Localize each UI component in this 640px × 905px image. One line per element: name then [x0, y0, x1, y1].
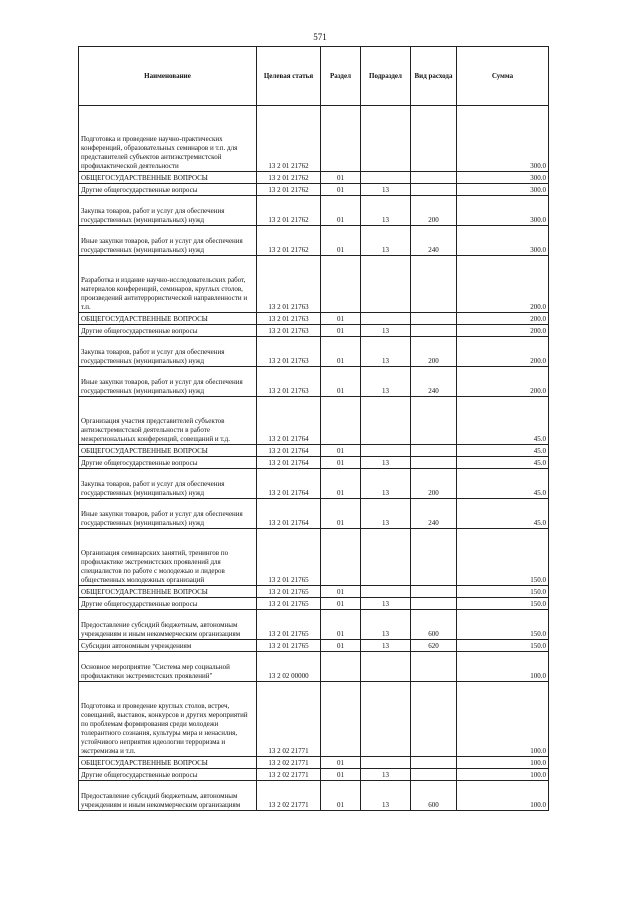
row-expense-type-cell	[411, 457, 457, 469]
row-subsection-cell	[361, 682, 411, 757]
table-row	[79, 313, 549, 325]
row-amount-cell: 150.0	[457, 610, 549, 640]
table-row	[79, 499, 549, 529]
row-name-cell: Закупка товаров, работ и услуг для обеспечения государственных (муниципальных) нужд	[79, 469, 257, 499]
row-expense-type-cell	[411, 586, 457, 598]
row-amount-cell: 150.0	[457, 598, 549, 610]
row-expense-type-cell: 240	[411, 499, 457, 529]
row-section-cell: 01	[321, 610, 361, 640]
table-row	[79, 757, 549, 769]
row-expense-type-cell	[411, 397, 457, 445]
row-subsection-cell	[361, 106, 411, 172]
row-target-code-cell: 13 2 01 21765	[257, 586, 321, 598]
row-expense-type-cell: 200	[411, 469, 457, 499]
row-section-cell	[321, 256, 361, 313]
row-target-code-cell: 13 2 01 21762	[257, 106, 321, 172]
row-target-code-cell: 13 2 02 21771	[257, 682, 321, 757]
row-section-cell: 01	[321, 172, 361, 184]
row-subsection-cell	[361, 313, 411, 325]
row-amount-cell: 100.0	[457, 781, 549, 811]
row-subsection-cell	[361, 757, 411, 769]
row-name-cell: Закупка товаров, работ и услуг для обеспечения государственных (муниципальных) нужд	[79, 337, 257, 367]
row-name-cell: Подготовка и проведение круглых столов, встреч, совещаний, выставок, конкурсов и других мероприятий по проблемам формирования среди молодежи толерантного сознания, культуры мира и ненасилия, устойчивого неприятия идеологии терроризма и экстремизма и т.п.	[79, 682, 257, 757]
row-section-cell: 01	[321, 457, 361, 469]
row-target-code-cell: 13 2 01 21762	[257, 226, 321, 256]
row-amount-cell: 300.0	[457, 184, 549, 196]
row-target-code-cell: 13 2 01 21764	[257, 499, 321, 529]
table-row	[79, 226, 549, 256]
row-target-code-cell: 13 2 02 21771	[257, 757, 321, 769]
row-expense-type-cell	[411, 325, 457, 337]
row-amount-cell: 200.0	[457, 325, 549, 337]
row-section-cell	[321, 397, 361, 445]
row-subsection-cell	[361, 529, 411, 586]
row-section-cell: 01	[321, 184, 361, 196]
row-target-code-cell: 13 2 01 21764	[257, 397, 321, 445]
row-amount-cell: 100.0	[457, 682, 549, 757]
table-row	[79, 445, 549, 457]
row-amount-cell: 300.0	[457, 106, 549, 172]
table-row	[79, 457, 549, 469]
table-row	[79, 397, 549, 445]
row-target-code-cell: 13 2 01 21765	[257, 598, 321, 610]
row-amount-cell: 45.0	[457, 469, 549, 499]
row-amount-cell: 200.0	[457, 337, 549, 367]
row-section-cell: 01	[321, 640, 361, 652]
row-subsection-cell: 13	[361, 337, 411, 367]
row-subsection-cell: 13	[361, 499, 411, 529]
row-subsection-cell: 13	[361, 598, 411, 610]
row-target-code-cell: 13 2 01 21765	[257, 529, 321, 586]
row-target-code-cell: 13 2 01 21762	[257, 172, 321, 184]
row-section-cell: 01	[321, 367, 361, 397]
row-target-code-cell: 13 2 01 21765	[257, 640, 321, 652]
row-section-cell: 01	[321, 313, 361, 325]
table-row	[79, 325, 549, 337]
row-section-cell: 01	[321, 499, 361, 529]
table-row	[79, 610, 549, 640]
table-row	[79, 184, 549, 196]
row-name-cell: ОБЩЕГОСУДАРСТВЕННЫЕ ВОПРОСЫ	[79, 172, 257, 184]
row-target-code-cell: 13 2 01 21764	[257, 469, 321, 499]
row-amount-cell: 150.0	[457, 586, 549, 598]
table-row	[79, 196, 549, 226]
row-target-code-cell: 13 2 01 21763	[257, 367, 321, 397]
row-expense-type-cell	[411, 757, 457, 769]
row-subsection-cell	[361, 586, 411, 598]
row-section-cell: 01	[321, 226, 361, 256]
row-amount-cell: 45.0	[457, 457, 549, 469]
row-target-code-cell: 13 2 01 21764	[257, 445, 321, 457]
row-subsection-cell: 13	[361, 781, 411, 811]
row-expense-type-cell	[411, 313, 457, 325]
row-target-code-cell: 13 2 01 21762	[257, 196, 321, 226]
table-header-row	[79, 47, 549, 106]
table-row	[79, 682, 549, 757]
row-subsection-cell: 13	[361, 457, 411, 469]
row-target-code-cell: 13 2 01 21762	[257, 184, 321, 196]
row-name-cell: ОБЩЕГОСУДАРСТВЕННЫЕ ВОПРОСЫ	[79, 586, 257, 598]
row-amount-cell: 100.0	[457, 769, 549, 781]
row-section-cell: 01	[321, 598, 361, 610]
row-subsection-cell	[361, 397, 411, 445]
row-amount-cell: 45.0	[457, 499, 549, 529]
row-section-cell	[321, 529, 361, 586]
row-name-cell: ОБЩЕГОСУДАРСТВЕННЫЕ ВОПРОСЫ	[79, 445, 257, 457]
row-name-cell: Другие общегосударственные вопросы	[79, 184, 257, 196]
row-amount-cell: 100.0	[457, 652, 549, 682]
row-expense-type-cell: 600	[411, 781, 457, 811]
table-row	[79, 529, 549, 586]
row-amount-cell: 100.0	[457, 757, 549, 769]
row-expense-type-cell	[411, 529, 457, 586]
row-subsection-cell: 13	[361, 325, 411, 337]
row-section-cell: 01	[321, 757, 361, 769]
row-name-cell: Иные закупки товаров, работ и услуг для обеспечения государственных (муниципальных) нужд	[79, 226, 257, 256]
row-name-cell: Основное мероприятие "Система мер социальной профилактики экстремистских проявлений"	[79, 652, 257, 682]
row-name-cell: Субсидии автономным учреждениям	[79, 640, 257, 652]
row-name-cell: Организация участия представителей субъектов антиэкстремистской деятельности в работе межрегиональных конференций, совещаний и т.д.	[79, 397, 257, 445]
row-expense-type-cell	[411, 184, 457, 196]
row-expense-type-cell: 200	[411, 337, 457, 367]
row-expense-type-cell	[411, 769, 457, 781]
row-target-code-cell: 13 2 01 21765	[257, 610, 321, 640]
row-subsection-cell: 13	[361, 469, 411, 499]
row-name-cell: Иные закупки товаров, работ и услуг для обеспечения государственных (муниципальных) нужд	[79, 499, 257, 529]
row-name-cell: Другие общегосударственные вопросы	[79, 598, 257, 610]
row-subsection-cell	[361, 445, 411, 457]
row-name-cell: Предоставление субсидий бюджетным, автономным учреждениям и иным некоммерческим организациям	[79, 781, 257, 811]
header-amount: Сумма	[457, 47, 549, 106]
row-section-cell	[321, 106, 361, 172]
row-target-code-cell: 13 2 02 00000	[257, 652, 321, 682]
row-name-cell: Другие общегосударственные вопросы	[79, 457, 257, 469]
table-row	[79, 781, 549, 811]
row-expense-type-cell: 620	[411, 640, 457, 652]
row-amount-cell: 300.0	[457, 196, 549, 226]
row-target-code-cell: 13 2 02 21771	[257, 781, 321, 811]
row-amount-cell: 45.0	[457, 445, 549, 457]
row-subsection-cell	[361, 652, 411, 682]
row-amount-cell: 300.0	[457, 226, 549, 256]
row-expense-type-cell	[411, 256, 457, 313]
row-subsection-cell: 13	[361, 640, 411, 652]
header-target-code: Целевая статья	[257, 47, 321, 106]
row-section-cell	[321, 652, 361, 682]
row-amount-cell: 300.0	[457, 172, 549, 184]
table-row	[79, 256, 549, 313]
table-row	[79, 598, 549, 610]
row-section-cell: 01	[321, 769, 361, 781]
row-amount-cell: 150.0	[457, 640, 549, 652]
row-subsection-cell: 13	[361, 196, 411, 226]
row-section-cell: 01	[321, 469, 361, 499]
row-amount-cell: 200.0	[457, 313, 549, 325]
row-subsection-cell: 13	[361, 184, 411, 196]
row-section-cell: 01	[321, 586, 361, 598]
row-section-cell: 01	[321, 445, 361, 457]
row-amount-cell: 200.0	[457, 367, 549, 397]
header-subsection: Подраздел	[361, 47, 411, 106]
row-target-code-cell: 13 2 02 21771	[257, 769, 321, 781]
row-name-cell: Организация семинарских занятий, тренингов по профилактике экстремистских проявлений для специалистов по работе с молодежью и лидеров общественных молодежных организаций	[79, 529, 257, 586]
row-expense-type-cell	[411, 445, 457, 457]
row-section-cell: 01	[321, 781, 361, 811]
header-name: Наименование	[79, 47, 257, 106]
row-section-cell	[321, 682, 361, 757]
row-subsection-cell: 13	[361, 610, 411, 640]
row-target-code-cell: 13 2 01 21763	[257, 313, 321, 325]
row-subsection-cell: 13	[361, 226, 411, 256]
header-section: Раздел	[321, 47, 361, 106]
row-expense-type-cell: 600	[411, 610, 457, 640]
table-row	[79, 337, 549, 367]
page-number: 571	[313, 32, 327, 42]
row-subsection-cell: 13	[361, 769, 411, 781]
table-row	[79, 367, 549, 397]
row-section-cell: 01	[321, 337, 361, 367]
row-target-code-cell: 13 2 01 21763	[257, 256, 321, 313]
row-expense-type-cell	[411, 106, 457, 172]
table-row	[79, 172, 549, 184]
table-row	[79, 469, 549, 499]
row-amount-cell: 200.0	[457, 256, 549, 313]
row-expense-type-cell	[411, 652, 457, 682]
table-row	[79, 586, 549, 598]
row-subsection-cell	[361, 172, 411, 184]
row-name-cell: Другие общегосударственные вопросы	[79, 325, 257, 337]
row-subsection-cell: 13	[361, 367, 411, 397]
row-section-cell: 01	[321, 196, 361, 226]
row-expense-type-cell: 240	[411, 367, 457, 397]
row-expense-type-cell	[411, 172, 457, 184]
row-name-cell: ОБЩЕГОСУДАРСТВЕННЫЕ ВОПРОСЫ	[79, 313, 257, 325]
row-name-cell: Разработка и издание научно-исследовательских работ, материалов конференций, семинаров, круглых столов, произведений антитеррористической направленности и т.п.	[79, 256, 257, 313]
row-name-cell: Предоставление субсидий бюджетным, автономным учреждениям и иным некоммерческим организациям	[79, 610, 257, 640]
row-section-cell: 01	[321, 325, 361, 337]
row-target-code-cell: 13 2 01 21763	[257, 337, 321, 367]
row-name-cell: Иные закупки товаров, работ и услуг для обеспечения государственных (муниципальных) нужд	[79, 367, 257, 397]
row-subsection-cell	[361, 256, 411, 313]
row-target-code-cell: 13 2 01 21764	[257, 457, 321, 469]
row-name-cell: Закупка товаров, работ и услуг для обеспечения государственных (муниципальных) нужд	[79, 196, 257, 226]
row-amount-cell: 45.0	[457, 397, 549, 445]
table-row	[79, 652, 549, 682]
header-expense-type: Вид расхода	[411, 47, 457, 106]
row-target-code-cell: 13 2 01 21763	[257, 325, 321, 337]
table-row	[79, 769, 549, 781]
row-expense-type-cell	[411, 682, 457, 757]
table-row	[79, 640, 549, 652]
row-expense-type-cell: 200	[411, 196, 457, 226]
row-name-cell: Подготовка и проведение научно-практических конференций, образовательных семинаров и т.п. для представителей субъектов антиэкстремистской профилактической деятельности	[79, 106, 257, 172]
budget-table	[78, 46, 549, 811]
row-name-cell: ОБЩЕГОСУДАРСТВЕННЫЕ ВОПРОСЫ	[79, 757, 257, 769]
row-name-cell: Другие общегосударственные вопросы	[79, 769, 257, 781]
row-expense-type-cell: 240	[411, 226, 457, 256]
row-amount-cell: 150.0	[457, 529, 549, 586]
row-expense-type-cell	[411, 598, 457, 610]
table-row	[79, 106, 549, 172]
